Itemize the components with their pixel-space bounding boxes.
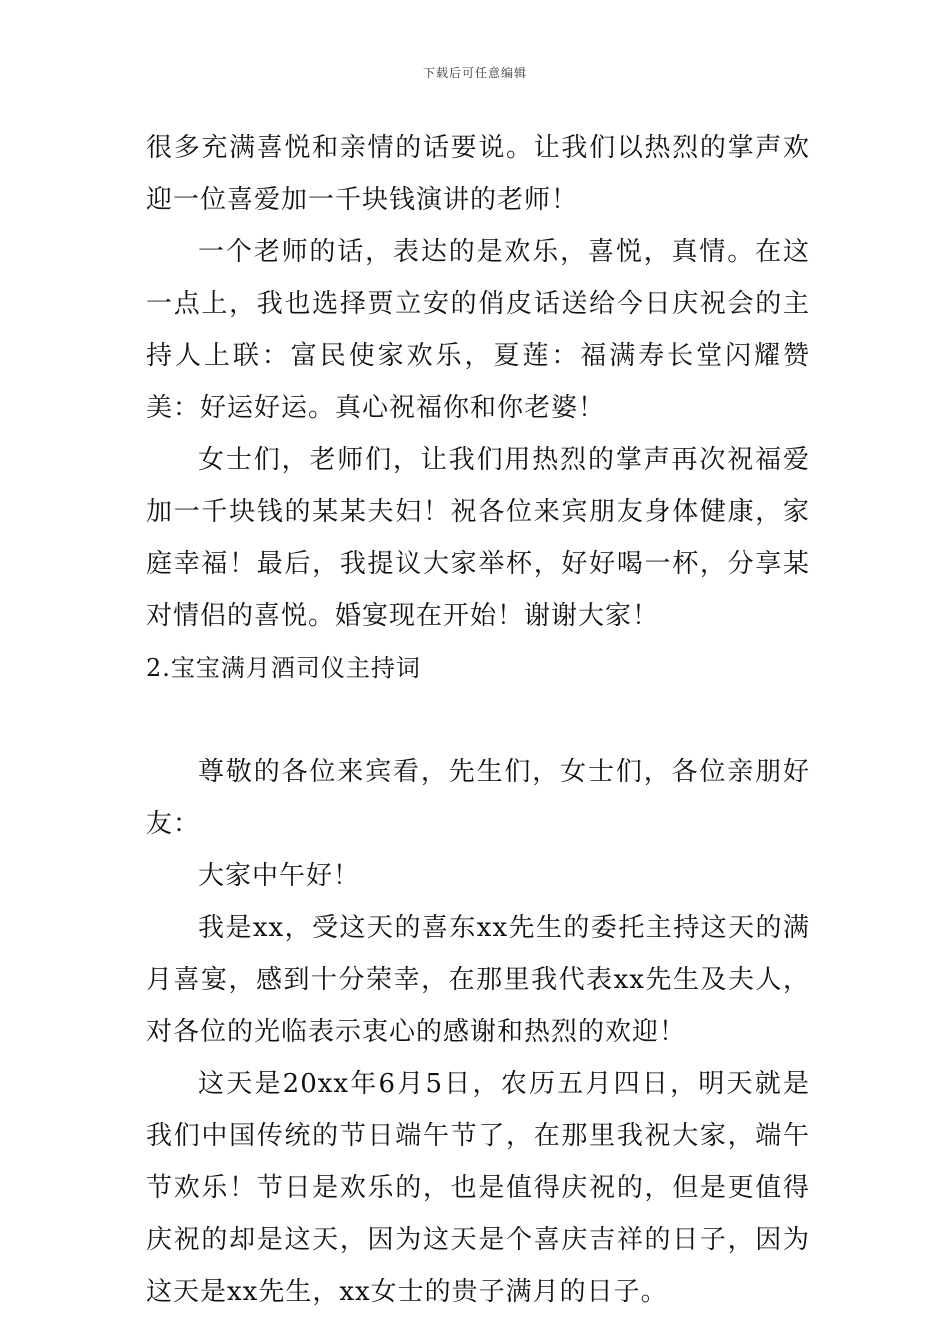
paragraph-greeting: 尊敬的各位来宾看，先生们，女士们，各位亲朋好友： xyxy=(146,757,810,839)
page-header: 下载后可任意编辑 xyxy=(422,66,527,80)
paragraph-host-intro: 我是xx，受这天的喜东xx先生的委托主持这天的满月喜宴，感到十分荣幸，在那里我代表xx先生及夫人，对各位的光临表示衷心的感谢和热烈的欢迎！ xyxy=(146,913,810,1047)
paragraph-good-noon: 大家中午好！ xyxy=(198,861,361,891)
paragraph-couplet: 一个老师的话，表达的是欢乐，喜悦，真情。在这一点上，我也选择贾立安的俏皮话送给今日庆祝会的主持人上联：富民使家欢乐，夏莲：福满寿长堂闪耀赞美：好运好运。真心祝福你和你老婆！ xyxy=(146,237,810,423)
paragraph-toast: 女士们，老师们，让我们用热烈的掌声再次祝福爱加一千块钱的某某夫妇！祝各位来宾朋友身体健康，家庭幸福！最后，我提议大家举杯，好好喝一杯，分享某对情侣的喜悦。婚宴现在开始！谢谢大家！ xyxy=(146,445,810,631)
paragraph-welcome: 很多充满喜悦和亲情的话要说。让我们以热烈的掌声欢迎一位喜爱加一千块钱演讲的老师！ xyxy=(146,133,810,215)
paragraph-date: 这天是20xx年6月5日，农历五月四日，明天就是我们中国传统的节日端午节了，在那里我祝大家，端午节欢乐！节日是欢乐的，也是值得庆祝的，但是更值得庆祝的却是这天，因为这天是个喜庆吉祥的日子，因为这天是xx先生，xx女士的贵子满月的日子。 xyxy=(146,1069,810,1307)
section-heading: 2.宝宝满月酒司仪主持词 xyxy=(146,654,421,682)
section-gap xyxy=(146,694,810,746)
document-body xyxy=(146,122,810,1318)
